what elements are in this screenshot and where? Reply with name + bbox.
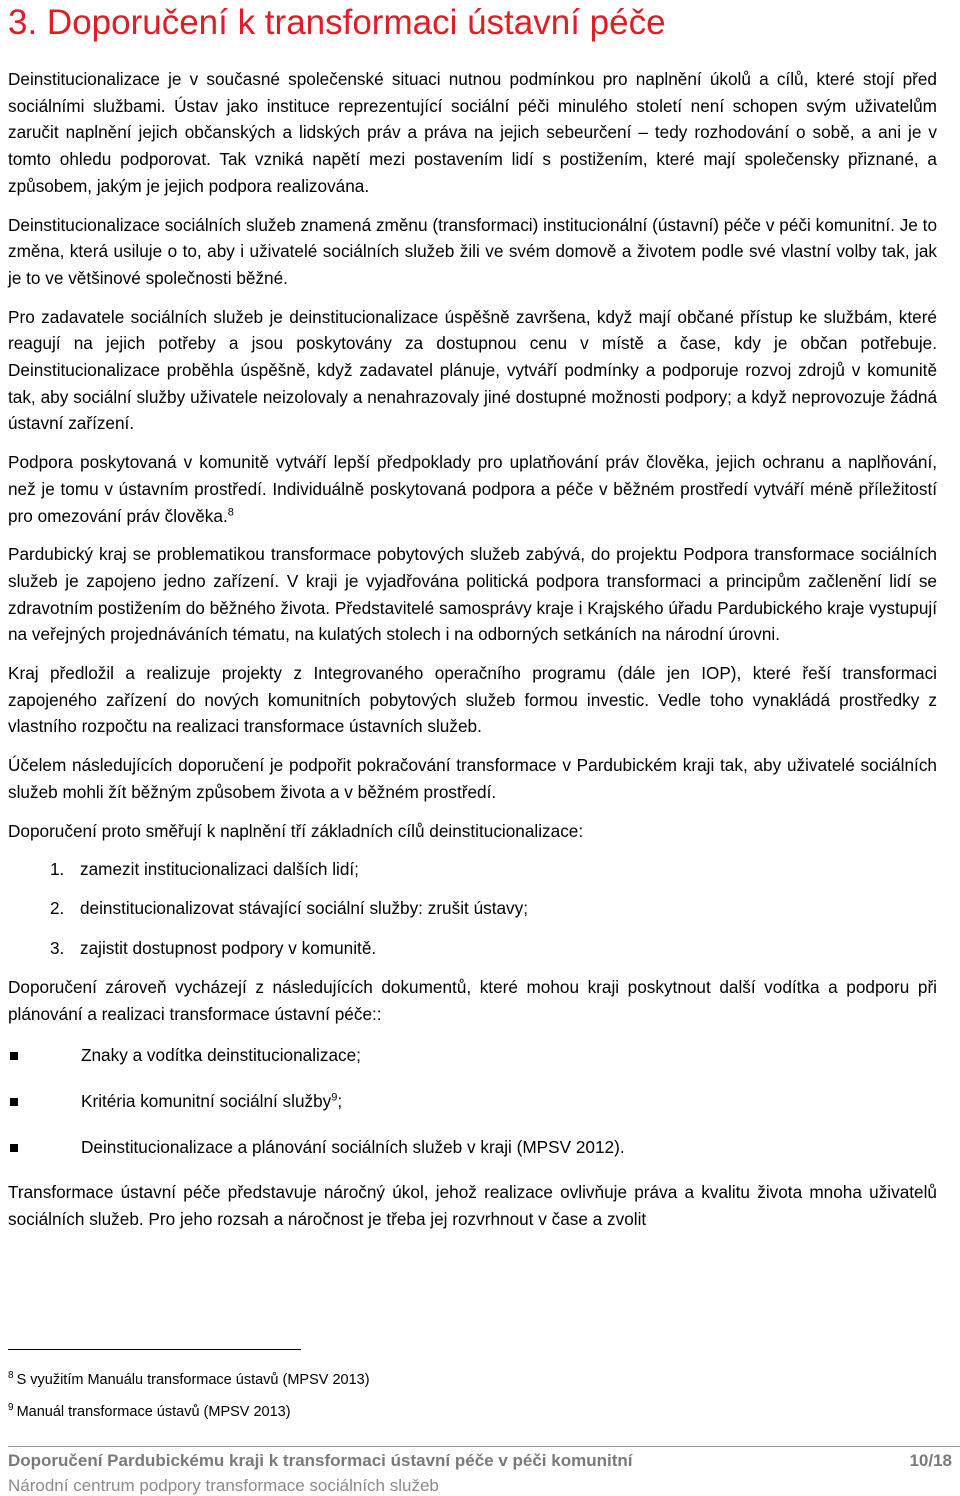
list-item-text: Deinstitucionalizace a plánování sociálních služeb v kraji (MPSV 2012). bbox=[81, 1136, 625, 1157]
list-item-text: zajistit dostupnost podpory v komunitě. bbox=[80, 937, 377, 958]
footnote-separator bbox=[8, 1349, 301, 1350]
list-number: 3. bbox=[50, 937, 65, 958]
footer-title: Doporučení Pardubickému kraji k transformaci ústavní péče v péči komunitní bbox=[8, 1451, 633, 1470]
square-bullet-icon bbox=[10, 1098, 18, 1106]
section-body bbox=[8, 66, 937, 1245]
footnote bbox=[8, 1371, 370, 1389]
footnote-ref[interactable]: 9 bbox=[331, 1091, 338, 1104]
list-item-text: Znaky a vodítka deinstitucionalizace; bbox=[81, 1045, 361, 1066]
list-item-text: zamezit institucionalizaci dalších lidí; bbox=[80, 859, 359, 880]
paragraph bbox=[8, 449, 937, 529]
list-item-text: deinstitucionalizovat stávající sociální služby: zrušit ústavy; bbox=[80, 898, 529, 919]
list-item bbox=[50, 895, 937, 922]
paragraph: Kraj předložil a realizuje projekty z Integrovaného operačního programu (dále jen IOP), které řeší transformaci zapojeného zařízení do nových komunitních pobytových služeb formou investic. Vedle toho vynakládá prostředky z vlastního rozpočtu na realizaci transformace ústavních služeb. bbox=[8, 663, 937, 737]
paragraph: Účelem následujících doporučení je podpořit pokračování transformace v Pardubickém kraji tak, aby uživatelé sociálních služeb mohli žít běžným způsobem života a v běžném prostředí. bbox=[8, 755, 937, 802]
page-number: 10/18 bbox=[909, 1451, 952, 1470]
list-item bbox=[50, 856, 937, 883]
footer-organization: Národní centrum podpory transformace sociálních služeb bbox=[8, 1476, 439, 1495]
footnote-ref[interactable]: 8 bbox=[227, 505, 234, 518]
footer-divider bbox=[8, 1446, 960, 1447]
paragraph: Deinstitucionalizace je v současné společenské situaci nutnou podmínkou pro naplnění úkolů a cílů, které stojí před sociálními službami. Ústav jako instituce reprezentující sociální péči minulého století není schopen svým uživatelům zaručit naplnění jejich občanských a lidských práv a práva na jejich sebeurčení – tedy rozhodování o sobě, a ani je v tomto ohledu podporovat. Tak vzniká napětí mezi postavením lidí s postižením, které mají společensky přiznané, a způsobem, jakým je jejich podpora realizována. bbox=[8, 69, 937, 196]
footnote-number: 8 bbox=[8, 1370, 14, 1382]
paragraph: Doporučení proto směřují k naplnění tří základních cílů deinstitucionalizace: bbox=[8, 820, 584, 841]
list-item bbox=[8, 1134, 937, 1161]
list-number: 1. bbox=[50, 859, 65, 880]
paragraph: Pro zadavatele sociálních služeb je deinstitucionalizace úspěšně završena, když mají občané přístup ke službám, které reagují na jejich potřeby a jsou poskytovány za dostupnou cenu v místě a čase, kdy je občan potřebuje. Deinstitucionalizace proběhla úspěšně, když zadavatel plánuje, vytváří podmínky a podporuje rozvoj zdrojů v komunitě tak, aby sociální služby uživatele neizolovaly a nenahrazovaly jiné dostupné možnosti podpory; a když neprovozuje žádná ústavní zařízení. bbox=[8, 306, 937, 434]
footnote-text: S využitím Manuálu transformace ústavů (MPSV 2013) bbox=[16, 1372, 370, 1388]
list-item-text: Kritéria komunitní sociální služby$^9$; bbox=[81, 1091, 343, 1111]
square-bullet-icon bbox=[10, 1052, 18, 1060]
paragraph-text: Podpora poskytovaná v komunitě vytváří lepší předpoklady pro uplatňování práv člověka, jejich ochranu a naplňování, než je tomu v ústavním prostředí. Individuálně poskytovaná podpora a péče v běžném prostředí vytváří méně příležitostí pro omezování práv člověka. bbox=[8, 452, 937, 526]
square-bullet-icon bbox=[10, 1144, 18, 1152]
footnote-text: Manuál transformace ústavů (MPSV 2013) bbox=[16, 1404, 291, 1420]
goals-list bbox=[8, 856, 937, 961]
list-item bbox=[50, 935, 937, 962]
paragraph: Transformace ústavní péče představuje náročný úkol, jehož realizace ovlivňuje práva a kvalitu života mnoha uživatelů sociálních služeb. Pro jeho rozsah a náročnost je třeba jej rozvrhnout v čase a zvolit bbox=[8, 1182, 937, 1230]
list-item bbox=[8, 1042, 937, 1069]
paragraph: Deinstitucionalizace sociálních služeb znamená změnu (transformaci) institucionální (ústavní) péče v péči komunitní. Je to změna, která usiluje o to, aby i uživatelé sociálních služeb žili ve svém domově a životem podle své vlastní volby tak, jak je to ve většinové společnosti běžné. bbox=[8, 214, 937, 288]
list-item bbox=[8, 1088, 937, 1115]
documents-list bbox=[8, 1042, 937, 1160]
paragraph: Doporučení zároveň vycházejí z následujících dokumentů, které mohou kraji poskytnout další vodítka a podporu při plánování a realizaci transformace ústavní péče:: bbox=[8, 976, 937, 1024]
footnote bbox=[8, 1403, 291, 1421]
list-number: 2. bbox=[50, 898, 65, 919]
footnote-number: 9 bbox=[8, 1402, 14, 1414]
paragraph: Pardubický kraj se problematikou transformace pobytových služeb zabývá, do projektu Podpora transformace sociálních služeb je zapojeno jedno zařízení. V kraji je vyjadřována politická podpora transformaci a principům začlenění lidí se zdravotním postižením do běžného života. Představitelé samosprávy kraje i Krajského úřadu Pardubického kraje vystupují na veřejných projednáváních tématu, na kulatých stolech i na odborných setkáních na národní úrovni. bbox=[8, 544, 937, 645]
section-heading: 3. Doporučení k transformaci ústavní péče bbox=[8, 3, 666, 42]
